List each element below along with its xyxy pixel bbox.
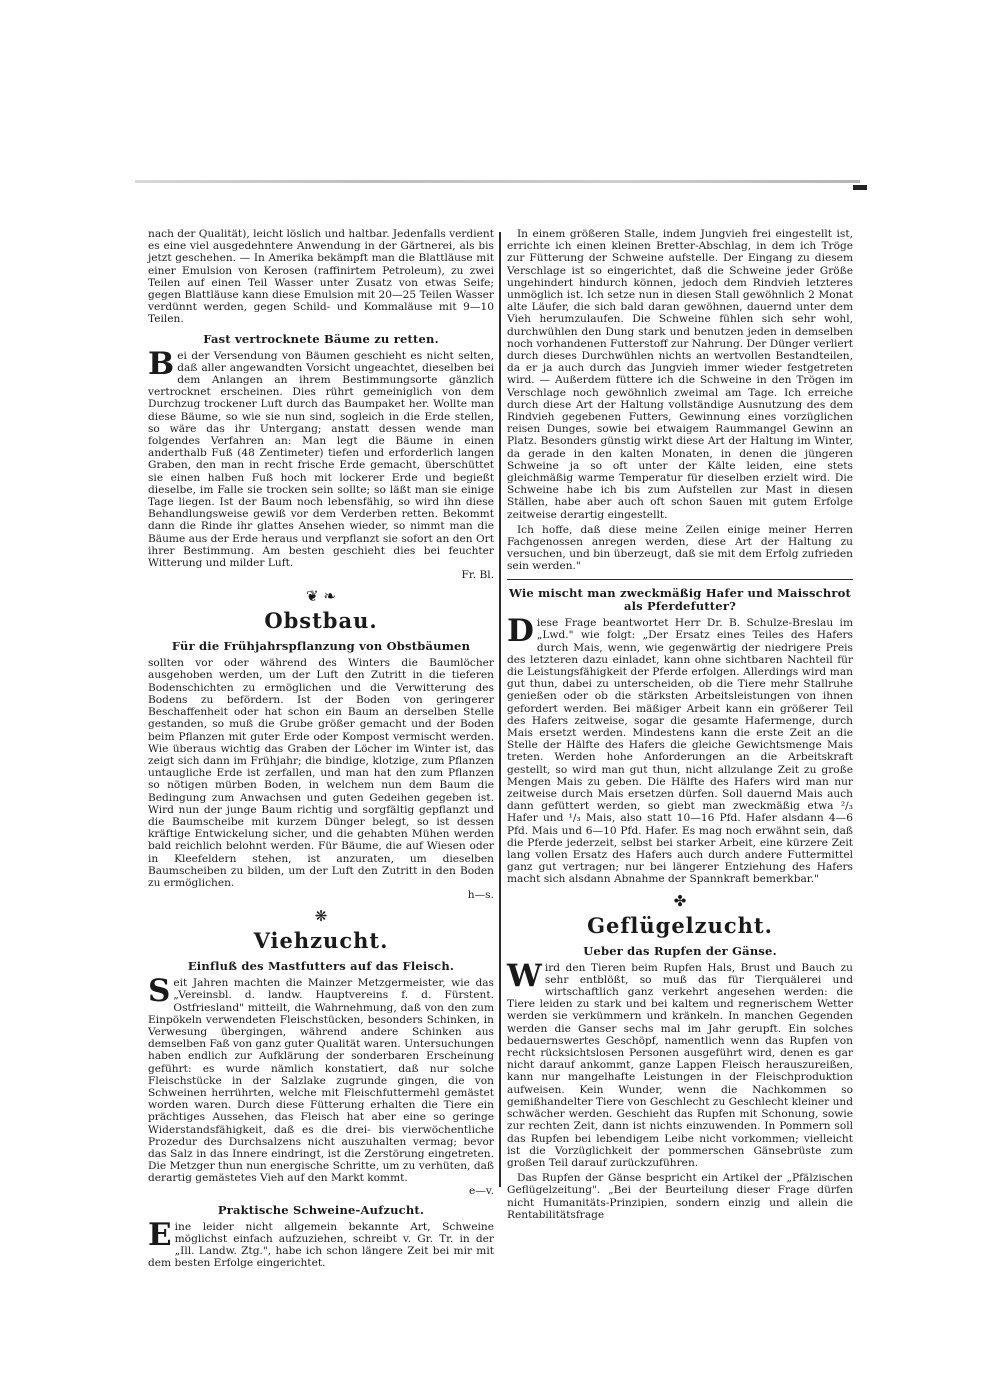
newspaper-page [148, 228, 854, 1270]
signature-row-2 [148, 889, 494, 901]
signature-row-1 [148, 569, 494, 581]
headline-hafer-mais: Wie mischt man zweckmäßig Hafer und Maisschrot als Pferdefutter? [508, 586, 852, 614]
bird-ornament-icon: ✤ [673, 891, 687, 910]
signature-e-v: e—v. [469, 1184, 494, 1197]
signature-row-3 [148, 1185, 494, 1197]
right-column [507, 228, 854, 1221]
headline-schweine-aufzucht: Praktische Schweine-Aufzucht. [217, 1202, 425, 1217]
article-gaense-continuation: Das Rupfen der Gänse bespricht ein Artikel der „Pfälzischen Geflügelzeitung". „Bei der Beurteilung dieser Frage dürfen nicht Humanitäts-Prinzipien, sondern einzig und allein die Rentabilitätsfrage [507, 1172, 853, 1221]
headline-dry-trees: Fast vertrocknete Bäume zu retten. [203, 331, 439, 346]
article-schweine-aufzucht-text: Eine leider nicht allgemein bekannte Art, Schweine möglichst einfach aufzuziehen, schreibt v. Gr. Tr. in der „Ill. Landw. Ztg.", habe ich schon längere Zeit bei mir mit dem besten Erfolge eingerichtet. [148, 1216, 494, 1270]
article-mastfutter-text: Seit Jahren machten die Mainzer Metzgermeister, wie das „Vereinsbl. d. landw. Hauptvereins f. d. Fürstent. Ostfriesland" mitteilt, die Wahrnehmung, daß von den zum Einpökeln verwendeten Fleischstücken, besonders Schinken, in Verwesung übergingen, während andere Schinken aus demselben Faß von ganz guter Qualität waren. Untersuchungen haben endlich zur Aufklärung der sonderbaren Erscheinung geführt: es wurde nämlich konstatiert, daß nur solche Fleischstücke in der Salzlake zugrunde gingen, die von Schweinen herrührten, welche mit Fleischfuttermehl gemästet worden waren. Durch diese Fütterung erhalten die Tiere ein prächtiges Aussehen, das Fleisch hat aber eine so geringe Widerstandsfähigkeit, daß es die drei- bis vierwöchentliche Prozedur des Durchsalzens nicht auszuhalten vermag; bevor das Salz in das Innere eindringt, ist die Zerstörung eingetreten. Die Metzger thun nun energische Schritte, um zu verhüten, daß derartig gemästetes Vieh auf den Markt kommt. [148, 973, 494, 1185]
article-schweine-closing: Ich hoffe, daß diese meine Zeilen einige meiner Herren Fachgenossen anregen werden, diese Art der Haltung zu versuchen, und bin überzeugt, daß sie mit dem Erfolg zufrieden sein werden." [507, 523, 853, 573]
horizontal-rule [507, 579, 853, 581]
headline-gaense-rupfen: Ueber das Rupfen der Gänse. [583, 943, 777, 958]
article-schweine-continuation: In einem größeren Stalle, indem Jungvieh frei eingestellt ist, errichte ich einen kleinen Bretter-Abschlag, in dem ich Tröge zur Fütterung der Schweine aufstelle. Der Eingang zu diesem Verschlage ist so eingerichtet, daß die Schweine jeder Größe ungehindert hindurch können, jedoch dem Rindvieh letzteres unmöglich ist. Ich setze nun in diesen Stall gewöhnlich 2 Monat alte Läufer, die sich bald daran gewöhnen, dauernd unter dem Vieh herumzulaufen. Die Schweine fühlen sich sehr wohl, durchwühlen den Dung stark und benutzen jeden in demselben noch vorhandenen Futterstoff zur Nahrung. Der Dünger verliert durch dieses Durchwühlen nichts an wertvollen Bestandteilen, da er ja auch durch das Jungvieh immer wieder festgetreten wird. — Außerdem füttere ich die Schweine in den Trögen im Verschlage noch gewöhnlich zweimal am Tage. Ich erreiche durch diese Art der Haltung vollständige Ausnutzung des dem Rindvieh gegebenen Futters, Gewinnung eines vorzüglichen reisen Dunges, sowie bei etwaigem Raummangel Gewinn an Platz. Besonders günstig wirkt diese Art der Haltung im Winter, da gerade in den kalten Monaten, in denen die jüngeren Schweine ja so oft unter der Kälte leiden, eine stets gleichmäßig warme Temperatur für dieselben erzielt wird. Die Schweine habe ich bis zum Aufstellen zur Mast in diesen Ställen, habe aber auch oft schon Sauen mit gutem Erfolge zeitweise derartig eingestellt. [507, 228, 854, 521]
article-gaense-rupfen-text: Wird den Tieren beim Rupfen Hals, Brust und Bauch zu sehr entblößt, so muß das für Tierquälerei und wirtschaftlich ganz verkehrt angesehen werden: die Tiere leiden zu stark und bei kaltem und regnerischem Wetter werden sie verkümmern und kränkeln. In manchen Gegenden werden die Ganser sechs mal im Jahr gerupft. Ein solches bedauernswertes Geschöpf, namentlich wenn das Rupfen von recht rücksichtslosen Personen ausgeführt wird, denen es gar nicht darauf ankommt, ganze Lappen Fleisch herauszureißen, kann nur mangelhafte Leistungen in der Fleischproduktion aufweisen. Kein Wunder, wenn die Nachkommen so gemißhandelter Tiere von Geschlecht zu Geschlecht kleiner und schwächer werden. Geschieht das Rupfen mit Schonung, sowie zur rechten Zeit, dann ist nichts einzuwenden. In Pommern soll das Rupfen bei lebendigem Leibe nicht vorkommen; vielleicht ist die Vorzüglichkeit der pommerschen Gänsebrüste zum großen Teil darauf zurückzuführen. [507, 957, 854, 1169]
headline-spring-planting: Für die Frühjahrspflanzung von Obstbäumen [171, 639, 471, 654]
article-spring-planting-text: sollten vor oder während des Winters die Baumlöcher ausgehoben werden, um der Luft den Zutritt in die tieferen Bodenschichten zu ermöglichen und die Verwitterung des Bodens zu befördern. Ist der Boden von geringerer Beschaffenheit oder hat schon ein Baum an derselben Stelle gestanden, so muß die Grube größer gemacht und der Boden beim Pflanzen mit guter Erde oder Kompost vermischt werden. Wie überaus wichtig das Graben der Löcher im Winter ist, das zeigt sich dann im Frühjahr; die bindige, klotzige, zum Pflanzen untaugliche Erde ist zerfallen, und man hat den zum Pflanzen so nötigen mürben Boden, in welchem nun dem Baum die Bedingung zum Anwachsen und guten Gedeihen gegeben ist. Wird nun der junge Baum richtig und sorgfältig gepflanzt und die Baumscheibe mit kurzem Dünger belegt, so ist dessen kräftige Entwickelung sicher, und die gehabten Mühen werden bald reichlich belohnt werden. Für Bäume, die auf Wiesen oder in Kleefeldern stehen, ist anzuraten, um dieselben Baumscheiben zu bilden, um der Luft den Zutritt in den Boden zu ermöglichen. [148, 657, 494, 889]
section-title-viehzucht: Viehzucht. [253, 928, 389, 954]
page-edge-mark [853, 185, 867, 190]
article-hafer-mais-text: Diese Frage beantwortet Herr Dr. B. Schulze-Breslau im „Lwd." wie folgt: „Der Ersatz eines Teiles des Hafers durch Mais, wenn, wie gegenwärtig der niedrigere Preis des letzteren dazu einladet, kann ohne sichtbaren Nachteil für die Leistungsfähigkeit der Pferde erfolgen. Allerdings wird man gut thun, dabei zu unterscheiden, ob die Tiere mehr Stallruhe genießen oder ob die stärksten Arbeitsleistungen von ihnen gefordert werden. Bei mäßiger Arbeit kann ein größerer Teil des Hafers zeitweise, sogar die gesamte Hafermenge, durch Mais ersetzt werden. Mindestens kann die erste Zeit an die Stelle der Hälfte des Hafers die gleiche Gewichtsmenge Mais treten. Werden hohe Anforderungen an die Arbeitskraft gestellt, so wird man gut thun, nicht allzulange Zeit zu große Mengen Mais zu geben. Die Hälfte des Hafers wird man nur zeitweise durch Mais ersetzen dürfen. Soll dauernd Mais auch dann gefüttert werden, so giebt man zweckmäßig etwa ²/₃ Hafer und ¹/₃ Mais, also statt 10—16 Pfd. Hafer alsdann 4—6 Pfd. Mais und 6—10 Pfd. Hafer. Es mag noch erwähnt sein, daß die Pferde jederzeit, selbst bei starker Arbeit, eine kürzere Zeit lang vollen Ersatz des Hafers auch durch andere Futtermittel ganz gut vertragen; nur bei längerer Entziehung des Hafers macht sich alsdann Abnahme der Spannkraft bemerkbar." [507, 613, 853, 886]
article-continuation-text: nach der Qualität), leicht löslich und haltbar. Jedenfalls verdient es eine viel ausgedehntere Anwendung in der Gärtnerei, als bis jetzt geschehen. — In Amerika bekämpft man die Blattläuse mit einer Emulsion von Kerosen (raffinirtem Petroleum), zu zwei Teilen auf einen Teil Wasser unter Zusatz von etwas Seife; gegen Blattläuse kann diese Emulsion mit 20—25 Teilen Wasser verdünnt werden, gegen Schild- und Kommaläuse mit 9—10 Teilen. [148, 228, 494, 326]
column-divider [499, 232, 501, 1187]
leaf-ornament-icon: ❦ ❧ [306, 587, 336, 606]
signature-fr-bl: Fr. Bl. [461, 569, 494, 582]
section-title-gefluegelzucht: Geflügelzucht. [587, 912, 773, 938]
headline-mastfutter: Einfluß des Mastfutters auf das Fleisch. [187, 959, 455, 974]
signature-h-s: h—s. [467, 889, 494, 902]
star-ornament-icon: ❋ [314, 907, 328, 926]
page-top-edge-line [135, 180, 860, 183]
left-column [148, 228, 494, 1270]
section-title-obstbau: Obstbau. [264, 608, 378, 634]
article-dry-trees-text: Bei der Versendung von Bäumen geschieht es nicht selten, daß aller angewandten Vorsicht ungeachtet, dieselben bei dem Anlangen an ihrem Bestimmungsorte gänzlich vertrocknet erscheinen. Dies rührt gemeiniglich von dem Durchzug trockener Luft durch das Baumpaket her. Wollte man diese Bäume, so wie sie nun sind, sogleich in die Erde stellen, so wäre das ihr Untergang; anstatt dessen wende man folgendes Verfahren an: Man legt die Bäume in einen anderthalb Fuß (48 Zentimeter) tiefen und erforderlich langen Graben, den man in recht frische Erde gemacht, überschüttet sie einen halben Fuß hoch mit lockerer Erde und begießt dieselbe, im Falle sie trocken sein sollte; so läßt man sie einige Tage liegen. Ist der Baum noch lebensfähig, so wird ihn diese Behandlungsweise gewiß vor dem Verderben retten. Bekommt dann die Rinde ihr glattes Ansehen wieder, so nimmt man die Bäume aus der Erde heraus und verpflanzt sie sofort an den Ort ihrer Bestimmung. Am besten geschieht dies bei feuchter Witterung und milder Luft. [148, 345, 494, 570]
